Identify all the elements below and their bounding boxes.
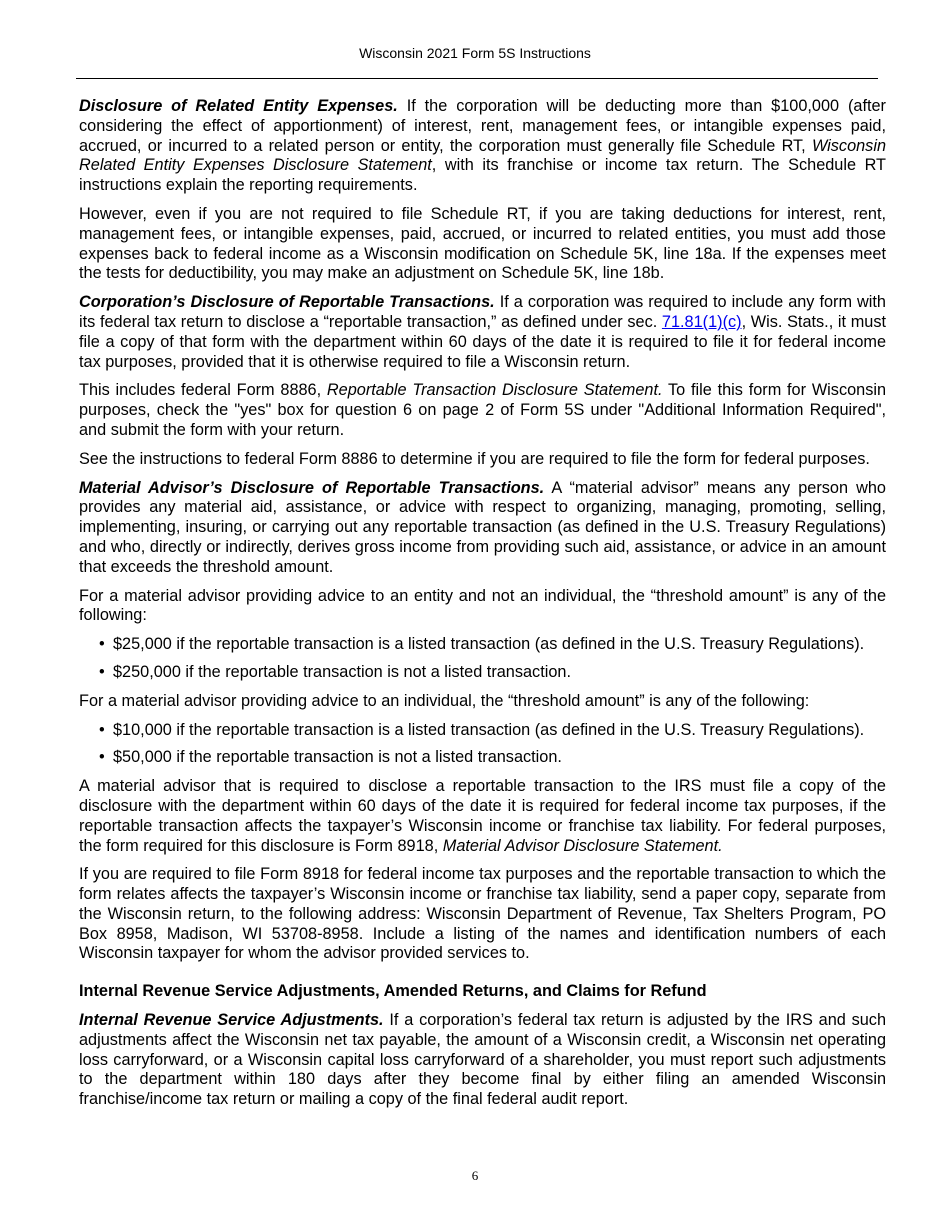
paragraph-tax-shelters-address: If you are required to file Form 8918 for federal income tax purposes and the reportable transaction to which the form relates affects the taxpayer’s Wisconsin income or franchise tax liability, send a paper copy, separate from the Wisconsin return, to the following address: Wisconsin Department of Revenue, Tax Shelters Program, PO Box 8958, Madison, WI 53708-8958. Include a listing of the names and identification numbers of each Wisconsin taxpayer for whom the advisor provided services to. (79, 865, 886, 963)
paragraph-heading: Corporation’s Disclosure of Reportable Transactions. (79, 293, 495, 312)
paragraph-corporation-reportable-transactions: Corporation’s Disclosure of Reportable Transactions. If a corporation was required to include any form with its federal tax return to disclose a “reportable transaction,” as defined under sec. 71.81(1)(c), Wis. Stats., it must file a copy of that form with the department within 60 days of the date it is required to file it for federal income tax purposes, provided that it is otherwise required to file a Wisconsin return. (79, 293, 886, 371)
paragraph-threshold-entity: For a material advisor providing advice to an entity and not an individual, the “threshold amount” is any of the following: (79, 586, 886, 625)
list-item: • $25,000 if the reportable transaction is a listed transaction (as defined in the U.S. Treasury Regulations). (99, 635, 865, 654)
page-header: Wisconsin 2021 Form 5S Instructions (359, 45, 591, 61)
threshold-list-individual (79, 721, 886, 769)
paragraph-heading: Internal Revenue Service Adjustments. (79, 1011, 384, 1030)
statute-link[interactable]: 71.81(1)(c) (661, 312, 742, 331)
bullet-icon: • (99, 662, 105, 681)
bullet-icon: • (99, 635, 105, 654)
header-divider (76, 78, 878, 79)
paragraph-material-advisor: Material Advisor’s Disclosure of Reportable Transactions. A “material advisor” means any person who provides any material aid, assistance, or advice with respect to organizing, managing, promoting, selling, implementing, insuring, or carrying out any reportable transaction (as defined in the U.S. Treasury Regulations) and who, directly or indirectly, derives gross income from providing such aid, assistance, or advice in an amount that exceeds the threshold amount. (79, 478, 886, 576)
paragraph-threshold-individual: For a material advisor providing advice to an individual, the “threshold amount” is any of the following: (79, 691, 810, 710)
list-item: • $250,000 if the reportable transaction is not a listed transaction. (99, 662, 571, 681)
list-item: • $10,000 if the reportable transaction is a listed transaction (as defined in the U.S. Treasury Regulations). (99, 720, 865, 739)
paragraph-irs-adjustments: Internal Revenue Service Adjustments. If a corporation’s federal tax return is adjusted by the IRS and such adjustments affect the Wisconsin net tax payable, the amount of a Wisconsin credit, a Wisconsin net operating loss carryforward, or a Wisconsin capital loss carryforward of a shareholder, you must report such adjustments to the department within 180 days after they become final by either filing an amended Wisconsin franchise/income tax return or mailing a copy of the final federal audit report. (79, 1011, 887, 1109)
document-body (79, 97, 886, 1119)
paragraph-related-entity-expenses: Disclosure of Related Entity Expenses. If the corporation will be deducting more than $100,000 (after considering the effect of apportionment) of interest, rent, management fees, or intangible expenses paid, accrued, or incurred to a related person or entity, the corporation must generally file Schedule RT, Wisconsin Related Entity Expenses Disclosure Statement, with its franchise or income tax return. The Schedule RT instructions explain the reporting requirements. (79, 97, 886, 195)
paragraph-federal-8886-instructions: See the instructions to federal Form 8886 to determine if you are required to file the form for federal purposes. (79, 449, 870, 468)
paragraph-schedule-rt-addback: However, even if you are not required to file Schedule RT, if you are taking deductions for interest, rent, management fees, or intangible expenses, paid, accrued, or incurred to related entities, you must add those expenses back to federal income as a Wisconsin modification on Schedule 5K, line 18a. If the expenses meet the tests for deductibility, you may make an adjustment on Schedule 5K, line 18b. (79, 204, 886, 283)
bullet-icon: • (99, 720, 105, 739)
threshold-list-entity (79, 635, 886, 683)
list-item: • $50,000 if the reportable transaction is not a listed transaction. (99, 748, 562, 767)
page-number: 6 (471, 1168, 479, 1183)
paragraph-heading: Material Advisor’s Disclosure of Reportable Transactions. (79, 478, 545, 497)
bullet-icon: • (99, 748, 105, 767)
section-heading: Internal Revenue Service Adjustments, Amended Returns, and Claims for Refund (79, 982, 707, 1001)
paragraph-heading: Disclosure of Related Entity Expenses. (79, 97, 398, 115)
paragraph-form-8886: This includes federal Form 8886, Reportable Transaction Disclosure Statement. To file this form for Wisconsin purposes, check the "yes" box for question 6 on page 2 of Form 5S under "Additional Information Required", and submit the form with your return. (79, 381, 887, 439)
paragraph-form-8918-requirement: A material advisor that is required to disclose a reportable transaction to the IRS must file a copy of the disclosure with the department within 60 days of the date it is required for federal income tax purposes, if the reportable transaction affects the taxpayer’s Wisconsin income or franchise tax liability. For federal purposes, the form required for this disclosure is Form 8918, Material Advisor Disclosure Statement. (79, 777, 886, 855)
